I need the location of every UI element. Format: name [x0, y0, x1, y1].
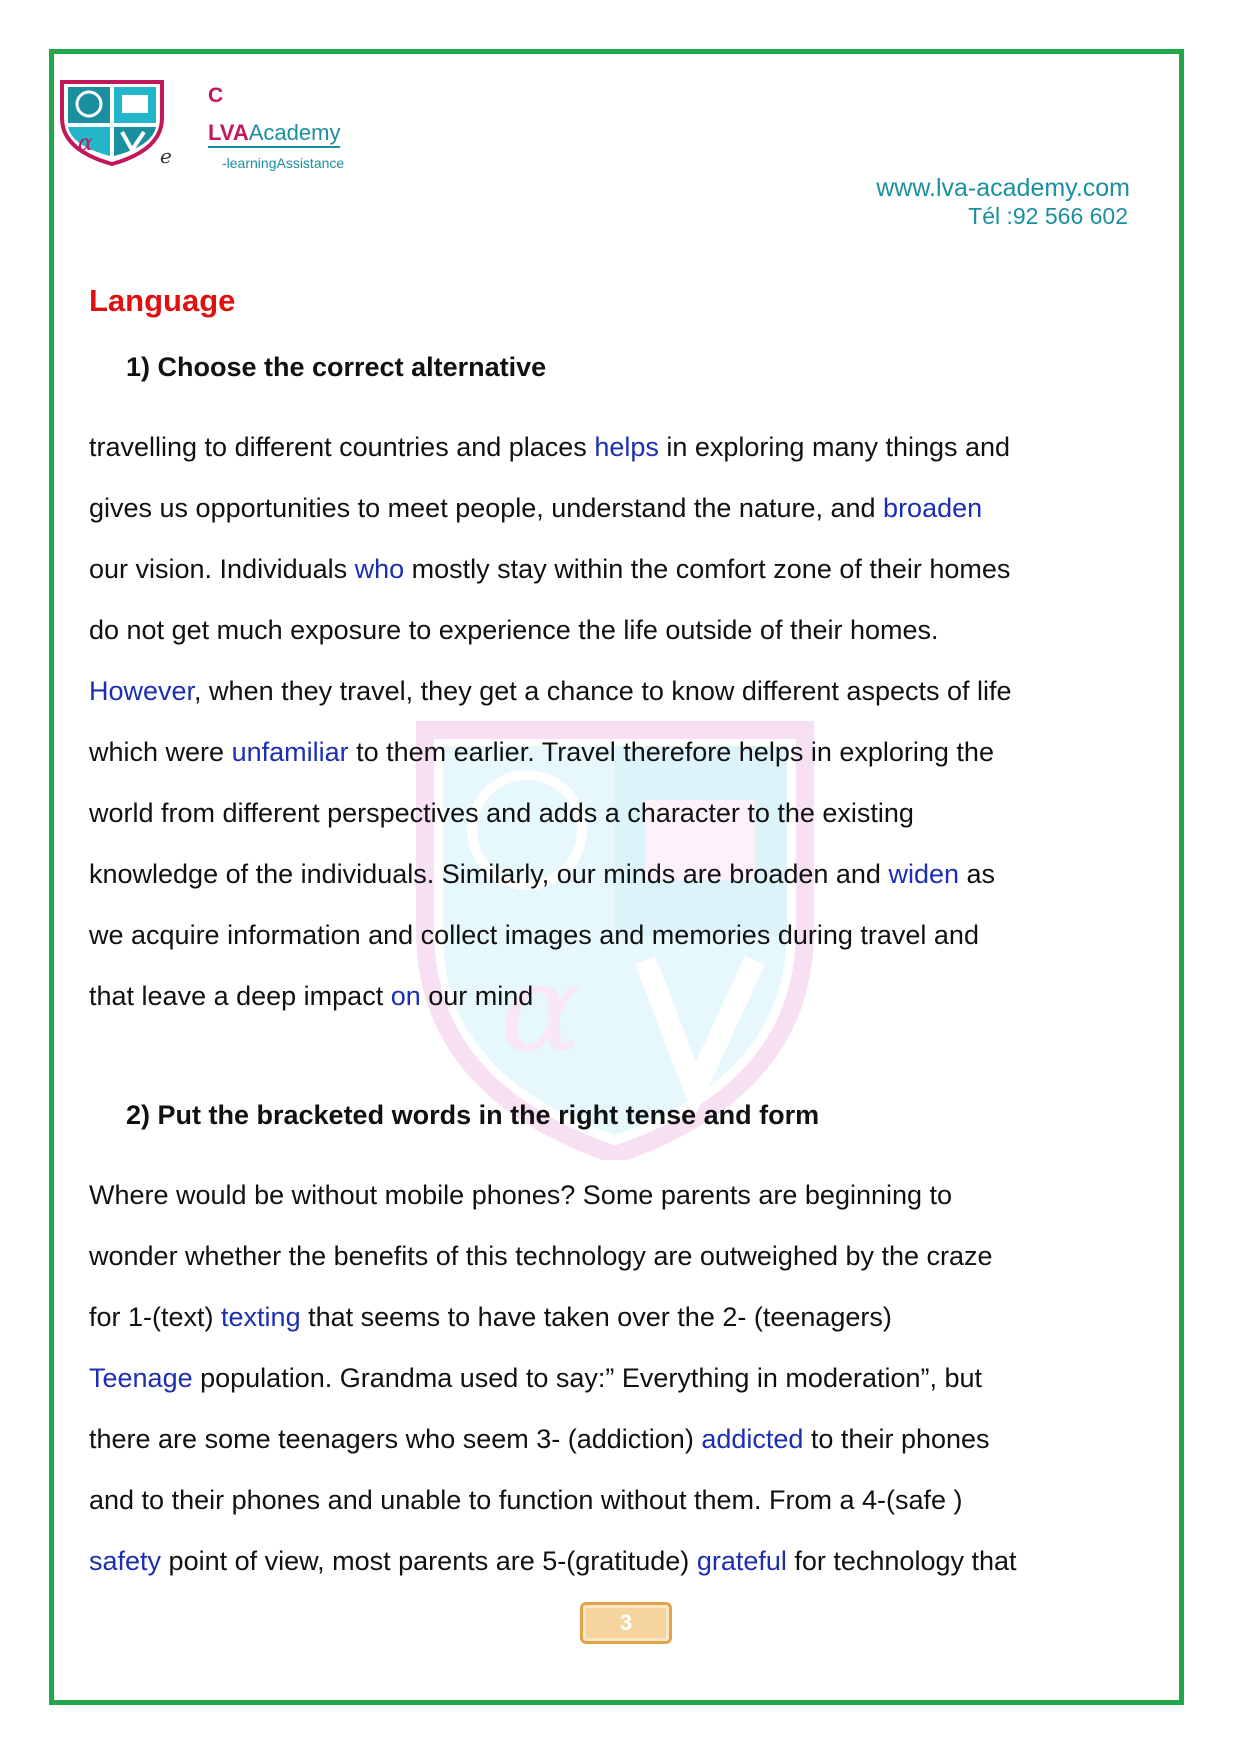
text-segment: , when they travel, they get a chance to know different aspects of life [194, 676, 1012, 706]
question2-paragraph [89, 1165, 1169, 1592]
brand-academy: Academy [248, 120, 341, 145]
lva-academy-logo [58, 78, 166, 166]
text-line [89, 783, 1169, 844]
text-segment: travelling to different countries and places [89, 432, 595, 462]
brand-e-mark: e [160, 144, 172, 168]
text-segment: there are some teenagers who seem 3- (addiction) [89, 1424, 702, 1454]
text-segment: our vision. Individuals [89, 554, 355, 584]
text-line [89, 966, 1169, 1027]
text-segment: our mind [420, 981, 534, 1011]
svg-text:α: α [78, 131, 93, 156]
svg-text:α: α [500, 940, 582, 1079]
text-segment: as [959, 859, 996, 889]
answer-word: safety [89, 1546, 162, 1576]
answer-word: addicted [701, 1424, 804, 1454]
text-segment: for 1-(text) [89, 1302, 222, 1332]
text-segment: gives us opportunities to meet people, understand the nature, and [89, 493, 884, 523]
text-segment: to their phones [803, 1424, 990, 1454]
brand-lva: LVA [208, 120, 249, 145]
text-segment: in exploring many things and [658, 432, 1011, 462]
text-segment: mostly stay within the comfort zone of their homes [404, 554, 1011, 584]
website-link[interactable]: www.lva-academy.com [876, 174, 1130, 202]
brand-c-mark: C [208, 84, 224, 107]
brand-tagline: -learningAssistance [222, 155, 345, 171]
text-segment: we acquire information and collect images and memories during travel and [89, 920, 979, 950]
text-segment: that seems to have taken over the 2- (teenagers) [300, 1302, 892, 1332]
text-line [89, 1409, 1169, 1470]
text-segment: world from different perspectives and adds a character to the existing [89, 798, 914, 828]
text-segment: do not get much exposure to experience the life outside of their homes. [89, 615, 939, 645]
text-segment: for technology that [786, 1546, 1017, 1576]
phone-number: Tél :92 566 602 [968, 203, 1128, 229]
text-segment: point of view, most parents are 5-(gratitude) [161, 1546, 697, 1576]
question1-paragraph [89, 417, 1169, 1027]
section-title: Language [89, 283, 236, 318]
text-segment: and to their phones and unable to function without them. From a 4-(safe ) [89, 1485, 963, 1515]
brand-name [208, 120, 340, 146]
answer-word: grateful [696, 1546, 787, 1576]
text-line [89, 905, 1169, 966]
question1-heading: 1) Choose the correct alternative [126, 352, 547, 382]
text-segment: population. Grandma used to say:” Everything in moderation”, but [192, 1363, 983, 1393]
answer-word: helps [594, 432, 659, 462]
page-number: 3 [580, 1602, 672, 1644]
question2-heading: 2) Put the bracketed words in the right tense and form [126, 1100, 820, 1130]
text-line [89, 1470, 1169, 1531]
answer-word: Teenage [89, 1363, 193, 1393]
text-line [89, 478, 1169, 539]
answer-word: broaden [883, 493, 983, 523]
text-line [89, 539, 1169, 600]
answer-word: unfamiliar [231, 737, 349, 767]
answer-word: on [390, 981, 421, 1011]
answer-word: who [354, 554, 405, 584]
text-segment: which were [89, 737, 232, 767]
answer-word: texting [221, 1302, 301, 1332]
answer-word: However [89, 676, 195, 706]
text-line [89, 844, 1169, 905]
text-line [89, 1531, 1169, 1592]
text-line [89, 1165, 1169, 1226]
text-line [89, 722, 1169, 783]
text-line [89, 417, 1169, 478]
text-line [89, 1287, 1169, 1348]
text-segment: Where would be without mobile phones? Some parents are beginning to [89, 1180, 953, 1210]
text-segment: knowledge of the individuals. Similarly, our minds are broaden and [89, 859, 889, 889]
text-segment: that leave a deep impact [89, 981, 391, 1011]
answer-word: widen [888, 859, 959, 889]
text-segment: to them earlier. Travel therefore helps in exploring the [348, 737, 994, 767]
text-line [89, 1348, 1169, 1409]
text-line [89, 600, 1169, 661]
text-segment: wonder whether the benefits of this technology are outweighed by the craze [89, 1241, 993, 1271]
text-line [89, 1226, 1169, 1287]
text-line [89, 661, 1169, 722]
